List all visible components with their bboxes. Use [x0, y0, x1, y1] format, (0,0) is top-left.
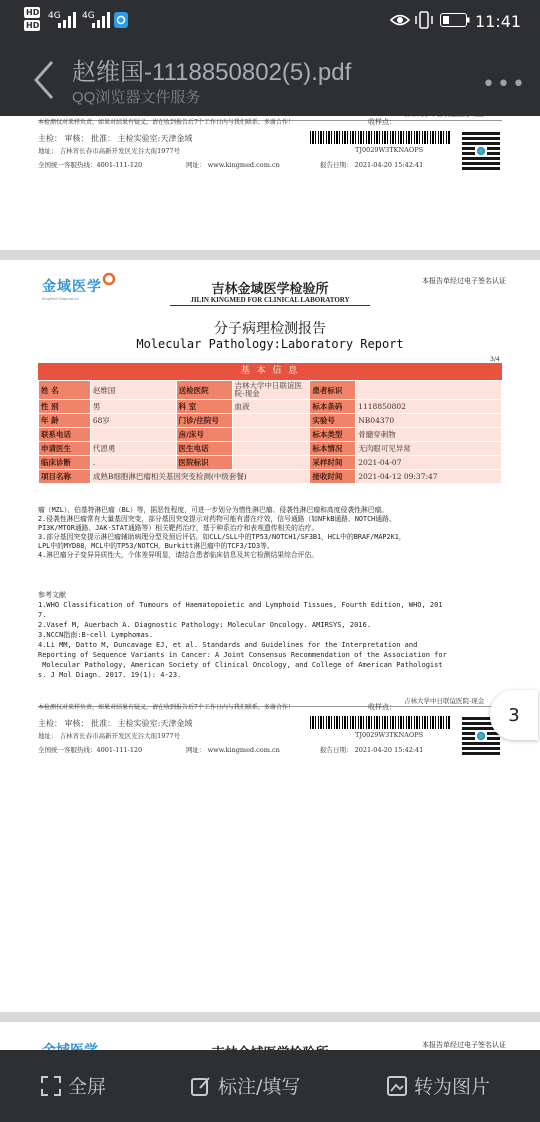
table-row — [39, 381, 502, 400]
info-label: 房/床号 — [176, 428, 232, 442]
fullscreen-label: 全屏 — [68, 1076, 107, 1098]
signers-line: 主检： 审核： 批准： 主检实验室:天津金域 — [38, 134, 193, 143]
info-value — [232, 442, 310, 456]
barcode-text: TJ0029W3TKNAOPS — [355, 731, 424, 739]
more-options-icon[interactable]: ••• — [482, 72, 527, 97]
pdf-page-previous — [0, 110, 540, 250]
references-title: 参考文献 — [38, 591, 66, 599]
info-label: 标本条码 — [310, 400, 356, 414]
info-value: 68岁 — [90, 414, 176, 428]
table-row — [39, 400, 502, 414]
reference-line: 7. — [38, 611, 47, 619]
e-signature-note: 本报告单经过电子签名认证 — [422, 1041, 506, 1049]
reference-line: 4.Li MM, Datto M, Duncavage EJ, et al. Standards and Guidelines for the Interpretation and — [38, 641, 418, 649]
info-value: 血液 — [232, 400, 310, 414]
info-label: 门诊/住院号 — [176, 414, 232, 428]
report-title-en: Molecular Pathology:Laboratory Report — [136, 337, 404, 351]
info-label: 实验号 — [310, 414, 356, 428]
clock: 11:41 — [475, 12, 522, 31]
info-value: 赵维国 — [90, 381, 176, 400]
info-value: . — [90, 456, 176, 470]
info-value: 男 — [90, 400, 176, 414]
reference-line: Molecular Pathology, American Society of Clinical Oncology, and College of American Pathologist — [38, 661, 443, 669]
info-label: 患者标识 — [310, 381, 356, 400]
info-label: 姓 名 — [39, 381, 91, 400]
info-value: 1118850802 — [356, 400, 502, 414]
fullscreen-button[interactable] — [40, 1072, 106, 1099]
vibrate-icon — [415, 12, 433, 28]
info-label: 医院标识 — [176, 456, 232, 470]
info-label: 医生电话 — [176, 442, 232, 456]
item-label: 项目名称 — [39, 470, 91, 484]
website-text: 网址： www.kingmed.com.cn — [186, 746, 280, 754]
barcode-text: TJ0029W3TKNAOPS — [355, 146, 424, 154]
table-row — [39, 428, 502, 442]
fullscreen-icon — [40, 1075, 62, 1097]
edit-icon — [190, 1075, 212, 1097]
info-value: 2021-04-07 — [356, 456, 502, 470]
table-row — [39, 470, 502, 484]
disclaimer-text: 本检测仅对来样负责，如果对结果有疑义，请在收到报告后7个工作日内与我们联系，多谢合作！ — [38, 119, 294, 126]
note-line: PI3K/MTOR通路、JAK-STAT通路等）相关靶药治疗，基于种系治疗和表观遗传相关的治疗。 — [38, 524, 319, 532]
receive-time-value: 2021-04-12 09:37:47 — [356, 470, 502, 484]
reference-line: Reporting of Sequence Variants in Cancer: A Joint Consensus Recommendation of the Association for — [38, 651, 447, 659]
convert-to-image-button[interactable] — [386, 1072, 490, 1099]
e-signature-note: 本报告单经过电子签名认证 — [422, 277, 506, 285]
document-source: QQ浏览器文件服务 — [72, 89, 201, 106]
pdf-viewer[interactable] — [0, 110, 540, 1050]
patient-info-table — [38, 380, 502, 484]
app-notification-icon — [114, 12, 128, 28]
hotline-text: 全国统一客服热线：4001-111-120 — [38, 746, 143, 754]
note-line: 3.部分基因突变提示淋巴瘤辅助病理分型及预后评估，如CLL/SLL中的TP53/NOTCH1/SF3B1，HCL中的BRAF/MAP2K1， — [38, 533, 406, 541]
bottom-toolbar — [0, 1050, 540, 1122]
note-line: 瘤（MZL）、伯基特淋巴瘤（BL）等，据恶性程度，可进一步划分为惰性淋巴瘤、侵袭性淋巴瘤和高度侵袭性淋巴瘤。 — [38, 506, 389, 514]
reference-line: 3.NCCN指南:B-cell Lymphomas. — [38, 631, 154, 639]
title-bar — [0, 44, 540, 116]
report-title-cn: 分子病理检测报告 — [214, 321, 326, 337]
references — [38, 590, 508, 680]
receiver-value: 吉林大学中日联谊医院-现金 — [404, 697, 485, 705]
eye-icon — [390, 13, 410, 27]
status-bar — [0, 0, 540, 44]
hd-badge: HD — [26, 21, 40, 30]
note-line: 4.淋巴瘤分子变异异质性大，个体差异明显，请结合患者临床信息及其它检测结果综合评估。 — [38, 551, 319, 559]
info-value — [356, 381, 502, 400]
reference-line: 2.Vasef M, Auerbach A. Diagnostic Pathology: Molecular Oncology. AMIRSYS, 2016. — [38, 621, 371, 629]
info-value — [232, 414, 310, 428]
interpretation-notes — [38, 506, 508, 560]
report-barcode — [310, 716, 450, 729]
logo-text-en: KingMed Diagnostics — [42, 297, 79, 301]
org-name-en: JILIN KINGMED FOR CLINICAL LABORATORY — [190, 296, 350, 304]
item-value: 成熟B细胞淋巴瘤相关基因突变检测(中级套餐) — [90, 470, 309, 484]
page-number-indicator[interactable]: 3 — [490, 690, 538, 740]
network-label: 4G — [82, 11, 95, 21]
receiver-label: 收样点： — [368, 703, 396, 711]
document-title: 赵维国-1118850802(5).pdf — [72, 59, 352, 86]
reference-line: s. J Mol Diagn. 2017. 19(1): 4-23. — [38, 671, 182, 679]
receiver-value: 吉林大学中日联谊医院-现金 — [404, 110, 485, 118]
report-date: 报告日期： 2021-04-20 15:42:41 — [320, 746, 424, 754]
image-convert-icon — [386, 1075, 408, 1097]
network-label: 4G — [48, 11, 61, 21]
report-barcode — [310, 131, 450, 144]
info-section-header: 基 本 信 息 — [38, 363, 502, 380]
lab-address: 地址： 吉林省长春市高新开发区光谷大街1977号 — [38, 732, 181, 740]
page-index: 3/4 — [490, 356, 500, 363]
info-value: 骨髓穿刺物 — [356, 428, 502, 442]
info-label: 科 室 — [176, 400, 232, 414]
signal-icon — [58, 12, 76, 28]
signal-icon — [92, 12, 110, 28]
info-value: 代恩勇 — [90, 442, 176, 456]
info-value: 吉林大学中日联谊医院-现金 — [232, 381, 310, 400]
info-value — [232, 428, 310, 442]
table-row — [39, 442, 502, 456]
pdf-page-current — [0, 260, 540, 1012]
convert-label: 转为图片 — [414, 1076, 491, 1098]
signers-line: 主检： 审核： 批准： 主检实验室:天津金域 — [38, 719, 193, 728]
info-label: 标本类型 — [310, 428, 356, 442]
info-value: 无肉眼可见异常 — [356, 442, 502, 456]
note-line: 2.侵袭性淋巴瘤常有大量基因突变，部分基因突变提示对药物可能有潜在疗效，信号通路（如NFkB通路、NOTCH通路、 — [38, 515, 396, 523]
hotline-text: 全国统一客服热线：4001-111-120 — [38, 161, 143, 169]
info-value: NB04370 — [356, 414, 502, 428]
info-label: 年 龄 — [39, 414, 91, 428]
website-text: 网址： www.kingmed.com.cn — [186, 161, 280, 169]
info-value — [90, 428, 176, 442]
disclaimer-text: 本检测仅对来样负责，如果对结果有疑义，请在收到报告后7个工作日内与我们联系，多谢合作！ — [38, 704, 294, 711]
annotate-button[interactable] — [190, 1072, 300, 1099]
table-row — [39, 456, 502, 470]
info-label: 联系电话 — [39, 428, 91, 442]
battery-icon — [440, 13, 470, 27]
info-label: 标本情况 — [310, 442, 356, 456]
back-arrow-icon[interactable] — [30, 58, 60, 102]
table-row — [39, 414, 502, 428]
logo-text-cn: 金域医学 — [42, 279, 102, 295]
info-value — [232, 456, 310, 470]
info-label: 送检医院 — [176, 381, 232, 400]
info-label: 采样时间 — [310, 456, 356, 470]
qr-code — [462, 132, 500, 170]
lab-address: 地址： 吉林省长春市高新开发区光谷大街1977号 — [38, 147, 181, 155]
reference-line: 1.WHO Classification of Tumours of Haematopoietic and Lymphoid Tissues, Fourth Edition, WHO, 201 — [38, 601, 443, 609]
info-label: 临床诊断 — [39, 456, 91, 470]
org-name-cn: 吉林金域医学检验所 — [211, 282, 329, 297]
receive-time-label: 接收时间 — [310, 470, 356, 484]
note-line: LPL中的MYD88，MCL中的TP53/NOTCH，Burkitt淋巴瘤中的TCF3/ID3等。 — [38, 542, 274, 550]
hd-badge: HD — [26, 8, 40, 17]
receiver-label: 收样点： — [368, 118, 396, 126]
report-date: 报告日期： 2021-04-20 15:42:41 — [320, 161, 424, 169]
annotate-label: 标注/填写 — [218, 1076, 301, 1098]
info-label: 性 别 — [39, 400, 91, 414]
info-label: 申请医生 — [39, 442, 91, 456]
